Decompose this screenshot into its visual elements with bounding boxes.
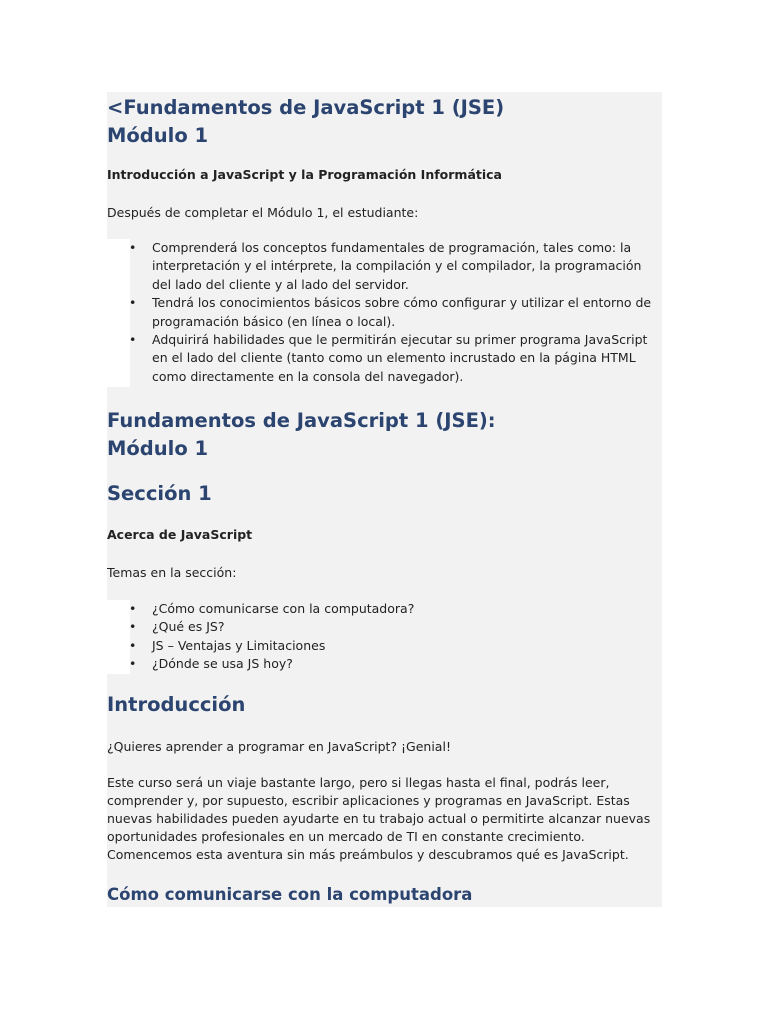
module-subtitle: Introducción a JavaScript y la Programación Informática	[107, 167, 502, 182]
topics-list	[107, 600, 663, 674]
list-item: • ¿Cómo comunicarse con la computadora?	[107, 600, 663, 618]
intro-paragraph: Este curso será un viaje bastante largo, pero si llegas hasta el final, podrás leer, comprender y, por supuesto, escribir aplicaciones y programas en JavaScript. Estas nuevas habilidades pueden ayudarte en tu trabajo actual o permitirte alcanzar nuevas oportunidades profesionales en un mercado de TI en constante crecimiento. Comencemos esta aventura sin más preámbulos y descubramos qué es JavaScript.	[107, 775, 651, 862]
section-heading	[107, 407, 667, 463]
module-intro: Después de completar el Módulo 1, el estudiante:	[107, 205, 419, 220]
section-heading-line1: Fundamentos de JavaScript 1 (JSE):	[107, 409, 496, 432]
list-item: • ¿Dónde se usa JS hoy?	[107, 655, 663, 673]
topics-intro: Temas en la sección:	[107, 565, 237, 580]
module-outcomes-list	[107, 239, 663, 386]
list-item: • Tendrá los conocimientos básicos sobre cómo configurar y utilizar el entorno de programación básico (en línea o local).	[107, 294, 663, 331]
intro-heading: Introducción	[107, 693, 246, 716]
section-title: Sección 1	[107, 482, 212, 505]
module-heading	[107, 94, 667, 150]
section-heading-line2: Módulo 1	[107, 437, 209, 460]
subsection-heading: Cómo comunicarse con la computadora	[107, 885, 473, 904]
list-item: • Comprenderá los conceptos fundamentales de programación, tales como: la interpretación y el intérprete, la compilación y el compilador, la programación del lado del cliente y al lado del servidor.	[107, 239, 663, 294]
section-subtitle: Acerca de JavaScript	[107, 527, 253, 542]
module-heading-line1: <Fundamentos de JavaScript 1 (JSE)	[107, 96, 505, 119]
module-heading-line2: Módulo 1	[107, 124, 209, 147]
list-item: • ¿Qué es JS?	[107, 618, 663, 636]
list-item: • Adquirirá habilidades que le permitirán ejecutar su primer programa JavaScript en el lado del cliente (tanto como un elemento incrustado en la página HTML como directamente en la consola del navegador).	[107, 331, 663, 386]
list-item: • JS – Ventajas y Limitaciones	[107, 637, 663, 655]
intro-question: ¿Quieres aprender a programar en JavaScript? ¡Genial!	[107, 739, 451, 754]
